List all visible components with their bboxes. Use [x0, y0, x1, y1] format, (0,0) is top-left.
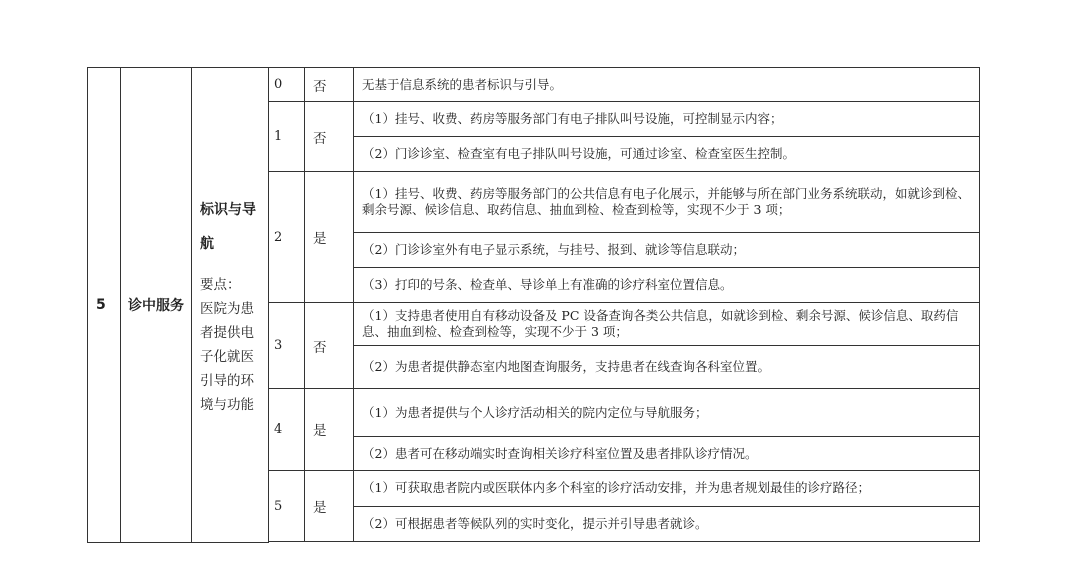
row-number: 5: [88, 68, 121, 543]
level-cell: 2: [269, 171, 305, 302]
requirement-cell: （2）门诊诊室外有电子显示系统，与挂号、报到、就诊等信息联动；: [354, 232, 980, 267]
requirement-cell: （1）挂号、收费、药房等服务部门的公共信息有电子化展示，并能够与所在部门业务系统联动，如就诊到检、剩余号源、候诊信息、取药信息、抽血到检、检查到检等，实现不少于 3 项；: [354, 171, 980, 232]
requirement-cell: （1）挂号、收费、药房等服务部门有电子排队叫号设施，可控制显示内容；: [354, 102, 980, 136]
requirement-cell: （2）为患者提供静态室内地图查询服务，支持患者在线查询各科室位置。: [354, 345, 980, 388]
table-row: [88, 68, 980, 102]
level-cell: 1: [269, 102, 305, 172]
basic-cell: 是: [305, 470, 354, 542]
basic-cell: 否: [305, 303, 354, 389]
basic-cell: 是: [305, 388, 354, 470]
level-cell: 0: [269, 68, 305, 102]
level-cell: 3: [269, 303, 305, 389]
item-key-text: 医院为患者提供电子化就医引导的环境与功能: [200, 301, 254, 413]
requirement-cell: （2）门诊诊室、检查室有电子排队叫号设施，可通过诊室、检查室医生控制。: [354, 136, 980, 171]
evaluation-table: [87, 67, 980, 543]
item-cell: [192, 68, 269, 543]
basic-cell: 否: [305, 102, 354, 172]
basic-cell: 否: [305, 68, 354, 102]
item-description: [200, 273, 262, 417]
level-cell: 5: [269, 470, 305, 542]
category-cell: 诊中服务: [121, 68, 192, 543]
requirement-cell: （3）打印的号条、检查单、导诊单上有准确的诊疗科室位置信息。: [354, 267, 980, 302]
requirement-cell: （2）患者可在移动端实时查询相关诊疗科室位置及患者排队诊疗情况。: [354, 437, 980, 470]
requirement-cell: 无基于信息系统的患者标识与引导。: [354, 68, 980, 102]
requirement-cell: （1）可获取患者院内或医联体内多个科室的诊疗活动安排，并为患者规划最佳的诊疗路径；: [354, 470, 980, 506]
requirement-cell: （2）可根据患者等候队列的实时变化，提示并引导患者就诊。: [354, 507, 980, 542]
requirement-cell: （1）支持患者使用自有移动设备及 PC 设备查询各类公共信息，如就诊到检、剩余号源、候诊信息、取药信息、抽血到检、检查到检等，实现不少于 3 项；: [354, 303, 980, 345]
item-title: 标识与导航: [200, 202, 256, 252]
basic-cell: 是: [305, 171, 354, 302]
item-key-label: 要点：: [200, 277, 241, 293]
requirement-cell: （1）为患者提供与个人诊疗活动相关的院内定位与导航服务；: [354, 388, 980, 436]
level-cell: 4: [269, 388, 305, 470]
